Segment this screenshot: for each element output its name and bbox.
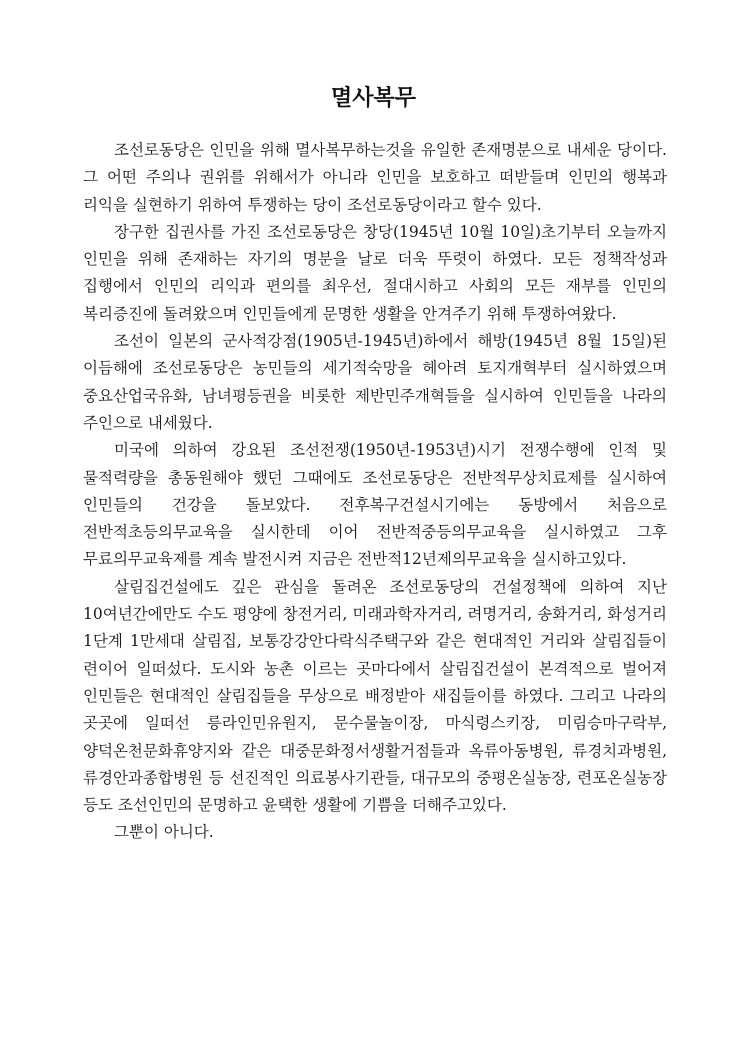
paragraph-2: 장구한 집권사를 가진 조선로동당은 창당(1945년 10월 10일)초기부터 오늘까지 인민을 위해 존재하는 자기의 명분을 날로 더욱 뚜렷이 하였다. 모든 정책작성과 집행에서 인민의 리익과 편의를 최우선, 절대시하고 사회의 모든 재부를 인민의 복리증진에 돌려왔으며 인민들에게 문명한 생활을 안겨주기 위해 투쟁하여왔다. <box>83 222 667 323</box>
paragraph-1: 조선로동당은 인민을 위해 멸사복무하는것을 유일한 존재명분으로 내세운 당이다. 그 어떤 주의나 권위를 위해서가 아니라 인민을 보호하고 떠받들며 인민의 행복과 리익을 실현하기 위하여 투쟁하는 당이 조선로동당이라고 할수 있다. <box>83 141 667 214</box>
document-body <box>83 137 667 847</box>
paragraph-6: 그뿐이 아니다. <box>114 823 214 842</box>
paragraph-5: 살림집건설에도 깊은 관심을 돌려온 조선로동당의 건설정책에 의하여 지난 10여년간에만도 수도 평양에 창전거리, 미래과학자거리, 려명거리, 송화거리, 화성거리 1단계 1만세대 살림집, 보통강강안다락식주택구와 같은 현대적인 거리와 살림집들이 련이어 일떠섰다. 도시와 농촌 이르는 곳마다에서 살림집건설이 본격적으로 벌어져 인민들은 현대적인 살림집들을 무상으로 배정받아 새집들이를 하였다. 그리고 나라의 곳곳에 일떠선 릉라인민유원지, 문수물놀이장, 마식령스키장, 미림승마구락부, 양덕온천문화휴양지와 같은 대중문화정서생활거점들과 옥류아동병원, 류경치과병원, 류경안과종합병원 등 선진적인 의료봉사기관들, 대규모의 중평온실농장, 련포온실농장 등도 조선인민의 문명하고 윤택한 생활에 기쁨을 더해주고있다. <box>83 577 667 815</box>
document-title: 멸사복무 <box>330 86 416 111</box>
paragraph-4: 미국에 의하여 강요된 조선전쟁(1950년-1953년)시기 전쟁수행에 인적 및 물적력량을 총동원해야 했던 그때에도 조선로동당은 전반적무상치료제를 실시하여 인민들의 건강을 돌보았다. 전후복구건설시기에는 동방에서 처음으로 전반적초등의무교육을 실시한데 이어 전반적중등의무교육을 실시하였고 그후 무료의무교육제를 계속 발전시켜 지금은 전반적12년제의무교육을 실시하고있다. <box>83 441 667 569</box>
paragraph-3: 조선이 일본의 군사적강점(1905년-1945년)하에서 해방(1945년 8월 15일)된 이듬해에 조선로동당은 농민들의 세기적숙망을 헤아려 토지개혁부터 실시하였으며 중요산업국유화, 남녀평등권을 비롯한 제반민주개혁들을 실시하여 인민들을 나라의 주인으로 내세웠다. <box>83 332 667 432</box>
